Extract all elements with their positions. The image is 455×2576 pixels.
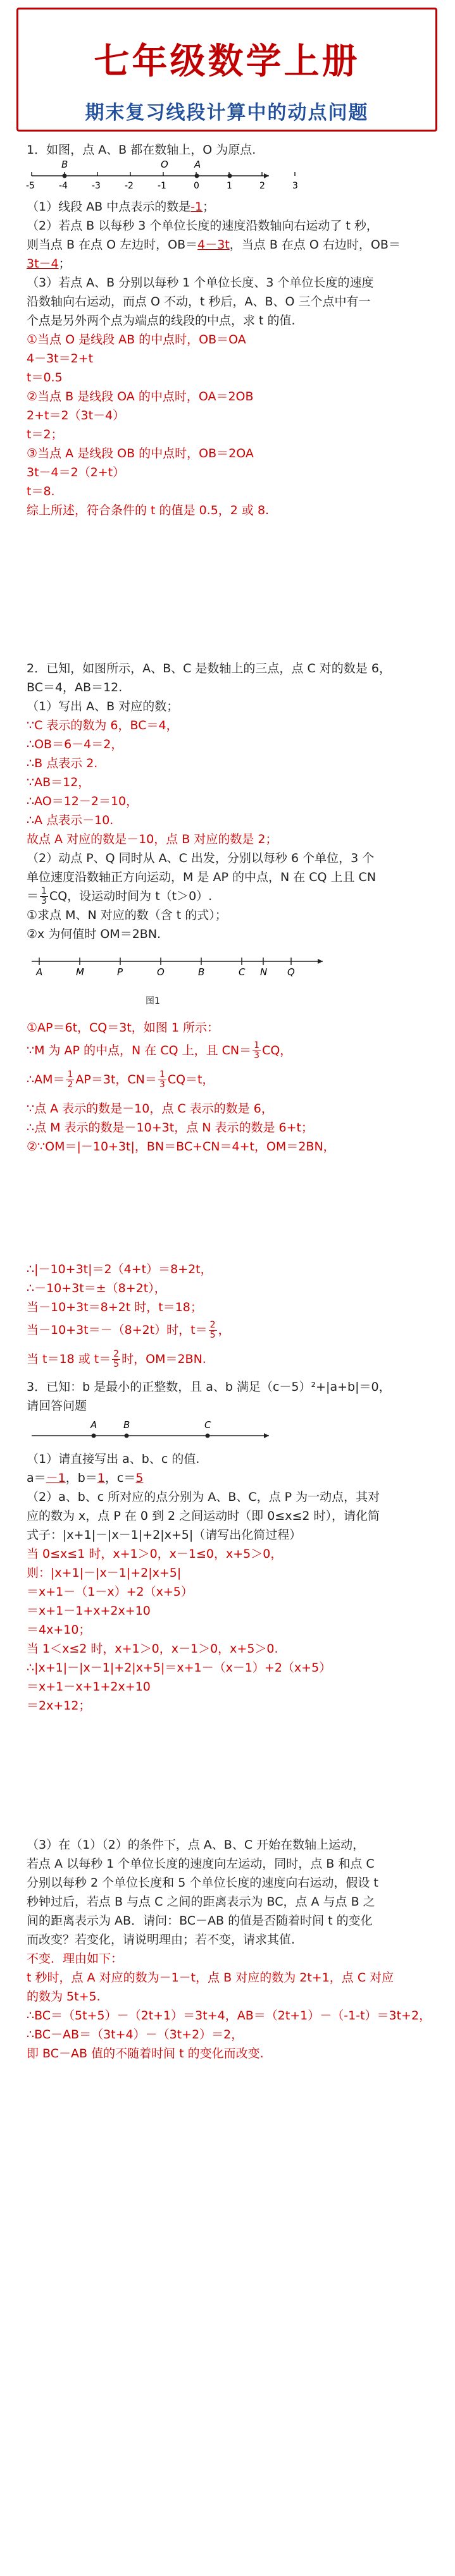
q2-part1: （1）写出 A、B 对应的数； xyxy=(27,699,179,713)
q3-solution-line: t 秒时，点 A 对应的数为－1－t，点 B 对应的数为 2t+1，点 C 对应 xyxy=(27,1971,394,1985)
q3-solution-line: 不变．理由如下： xyxy=(27,1952,123,1966)
q1-part2-line1: （2）若点 B 以每秒 3 个单位长度的速度沿数轴向右运动了 t 秒， xyxy=(27,219,378,233)
q2-solution-line: ∴AO＝12－2＝10， xyxy=(27,794,139,808)
q3-solution-line: ＝2x+12； xyxy=(27,1699,91,1713)
q1-part2-line3: 3t－4； xyxy=(27,257,71,271)
q3-solution-line: ∴|x+1|－|x－1|+2|x+5|＝x+1－（x－1）+2（x+5） xyxy=(27,1661,332,1675)
fraction-two-fifths: $\frac{2}{5}$ xyxy=(113,1349,120,1369)
q3-solution-line: ＝x+1－x+1+2x+10 xyxy=(27,1680,151,1694)
q3-solution-line: 的数为 5t+5. xyxy=(27,1990,101,2004)
axis-tick-label: 0 xyxy=(194,181,199,191)
q1-part3-line1: （3）若点 A、B 分别以每秒 1 个单位长度、3 个单位长度的速度 xyxy=(27,276,374,290)
page-subtitle: 期末复习线段计算中的动点问题 xyxy=(85,102,369,124)
q1-number-line xyxy=(25,158,298,197)
answer-a: －1 xyxy=(46,1471,66,1485)
fig-label-q: Q xyxy=(287,966,295,978)
page-title: 七年级数学上册 xyxy=(94,40,360,82)
q3-solution-line: 当 0≤x≤1 时，x+1＞0，x－1≤0，x+5＞0， xyxy=(27,1547,283,1561)
fraction-one-third: $\frac{1}{3}$ xyxy=(254,1040,260,1061)
q3-part3-line: （3）在（1）（2）的条件下，点 A、B、C 开始在数轴上运动， xyxy=(27,1838,365,1852)
q3-part3-line: 间的距离表示为 AB．请问：BC－AB 的值是否随着时间 t 的变化 xyxy=(27,1914,373,1928)
q1-part2-line2: 则当点 B 在点 O 左边时，OB＝4－3t，当点 B 在点 O 右边时，OB＝ xyxy=(27,238,401,252)
q1-solution-line: 2+t＝2（3t－4） xyxy=(27,409,125,422)
q3-part3-line: 分别以每秒 2 个单位长度和 5 个单位长度的速度向右运动，假设 t xyxy=(27,1876,378,1890)
q2-part2-line4: ①求点 M、N 对应的数（含 t 的式）； xyxy=(27,908,227,922)
axis-tick-label: -1 xyxy=(158,181,166,191)
q2-solution-line: ∴点 M 表示的数是－10+3t，点 N 表示的数是 6+t； xyxy=(27,1121,313,1135)
axis-tick-label: -4 xyxy=(59,181,68,191)
fig-label-n: N xyxy=(260,966,268,978)
q1-solution-line: 4－3t＝2+t xyxy=(27,352,94,366)
q1-solution-line: ③当点 A 是线段 OB 的中点时，OB＝2OA xyxy=(27,447,254,460)
answer-c: 5 xyxy=(135,1471,144,1485)
q1-solution-line: 3t－4＝2（2+t） xyxy=(27,465,125,479)
q1-solution-line: ②当点 B 是线段 OA 的中点时，OA＝2OB xyxy=(27,390,254,404)
q3-part3-line: 秒钟过后，若点 B 与点 C 之间的距离表示为 BC，点 A 与点 B 之 xyxy=(27,1895,375,1909)
q3-part2-line: （2）a、b、c 所对应的点分别为 A、B、C，点 P 为一动点，其对 xyxy=(27,1490,380,1504)
q2-solution-line: ∵点 A 表示的数是－10，点 C 表示的数是 6， xyxy=(27,1102,273,1116)
q3-part3-line: 若点 A 以每秒 1 个单位长度的速度向左运动，同时，点 B 和点 C xyxy=(27,1857,375,1871)
answer-b: 1 xyxy=(97,1471,105,1485)
q2-figure-1 xyxy=(25,944,354,989)
q2-solution-line: ∴AM＝ $\frac{1}{2}$ AP＝3t，CN＝ $\frac{1}{3}$ CQ＝t， xyxy=(27,1069,215,1090)
fraction-two-fifths: $\frac{2}{5}$ xyxy=(209,1320,216,1340)
q2-solution-line: ∵C 表示的数为 6，BC＝4， xyxy=(27,718,178,732)
q2-stem-line2: BC＝4，AB＝12. xyxy=(27,681,123,694)
q2-part2-line1: （2）动点 P、Q 同时从 A、C 出发，分别以每秒 6 个单位，3 个 xyxy=(27,851,375,865)
fig-label-a: A xyxy=(36,966,43,978)
q2-solution-line: 当－10+3t＝8+2t 时，t＝18； xyxy=(27,1300,203,1314)
point-o-label: O xyxy=(161,159,168,170)
q2-solution-line: 当－10+3t＝－（8+2t）时，t＝ $\frac{2}{5}$ ， xyxy=(27,1320,230,1340)
q2-part2-line2: 单位速度沿数轴正方向运动，M 是 AP 的中点，N 在 CQ 上且 CN xyxy=(27,870,377,884)
q3-stem-line1: 3．已知：b 是最小的正整数，且 a、b 满足（c－5）²+|a+b|＝0， xyxy=(27,1380,391,1394)
q3-part2-line: 式子：|x+1|－|x－1|+2|x+5|（请写出化简过程） xyxy=(27,1528,302,1542)
q3-part2-line: 应的数为 x，点 P 在 0 到 2 之间运动时（即 0≤x≤2 时），请化简 xyxy=(27,1509,380,1523)
q1-part2-answer-right: 3t－4 xyxy=(27,257,59,271)
q1-solution-summary: 综上所述，符合条件的 t 的值是 0.5，2 或 8. xyxy=(27,503,270,517)
point-b-label: B xyxy=(123,1419,130,1431)
q3-stem-line2: 请回答问题 xyxy=(27,1399,87,1413)
q2-solution-line: 当 t＝18 或 t＝ $\frac{2}{5}$ 时，OM＝2BN. xyxy=(27,1349,206,1369)
axis-tick-label: -3 xyxy=(92,181,101,191)
fig-label-c: C xyxy=(239,966,246,978)
q1-part3-line2: 沿数轴向右运动，而点 O 不动，t 秒后，A、B、O 三个点中有一 xyxy=(27,295,371,309)
title-box xyxy=(16,8,437,132)
q3-solution-line: ＝x+1－（1－x）+2（x+5） xyxy=(27,1585,193,1599)
figure-caption: 图1 xyxy=(146,996,160,1006)
fraction-one-third: $\frac{1}{3}$ xyxy=(41,886,47,906)
fig-label-m: M xyxy=(76,966,84,978)
q3-solution-line: ＝4x+10； xyxy=(27,1623,91,1637)
axis-tick-label: 1 xyxy=(227,181,232,191)
q2-solution-line: ①AP＝6t，CQ＝3t，如图 1 所示： xyxy=(27,1021,219,1035)
q3-solution-line: ∴BC－AB＝（3t+4）－（3t+2）＝2， xyxy=(27,2028,244,2042)
q2-solution-line: ∴|－10+3t|＝2（4+t）＝8+2t， xyxy=(27,1262,213,1276)
q3-solution-line: ＝x+1－1+x+2x+10 xyxy=(27,1604,151,1618)
fraction-one-half: $\frac{1}{2}$ xyxy=(67,1069,73,1090)
q3-part1-answers: a＝－1，b＝1，c＝5 xyxy=(27,1471,144,1485)
fig-label-o: O xyxy=(157,966,165,978)
q3-part3-line: 而改变？若变化，请说明理由；若不变，请求其值. xyxy=(27,1933,296,1947)
q3-number-line xyxy=(25,1415,278,1447)
q1-solution-line: ①当点 O 是线段 AB 的中点时，OB＝OA xyxy=(27,333,246,347)
q1-part2-answer-left: 4－3t xyxy=(197,238,230,252)
q1-part1-answer: -1 xyxy=(190,200,203,214)
q2-solution-line: ∴B 点表示 2. xyxy=(27,756,98,770)
q1-solution-line: t＝2； xyxy=(27,428,63,441)
axis-tick-label: -2 xyxy=(125,181,134,191)
q2-part2-line3: ＝ $\frac{1}{3}$ CQ，设运动时间为 t（t＞0）. xyxy=(27,886,213,906)
fraction-one-third: $\frac{1}{3}$ xyxy=(159,1069,165,1090)
q2-solution-line: ∵M 为 AP 的中点，N 在 CQ 上，且 CN＝ $\frac{1}{3}$ CQ， xyxy=(27,1040,292,1061)
q1-solution-line: t＝0.5 xyxy=(27,371,63,385)
fig-label-b: B xyxy=(198,966,205,978)
q3-part1: （1）请直接写出 a、b、c 的值. xyxy=(27,1452,200,1466)
q1-part3-line3: 个点是另外两个点为端点的线段的中点，求 t 的值. xyxy=(27,314,296,328)
q2-part2-line5: ②x 为何值时 OM＝2BN. xyxy=(27,927,161,941)
q3-solution-line: 则：|x+1|－|x－1|+2|x+5| xyxy=(27,1566,182,1580)
q2-solution-line: ②∵OM＝|－10+3t|，BN＝BC+CN＝4+t，OM＝2BN， xyxy=(27,1140,335,1154)
q3-solution-line: ∴BC＝（5t+5）－（2t+1）＝3t+4，AB＝（2t+1）－（-1-t）＝3t+2， xyxy=(27,2009,432,2023)
q2-stem-line1: 2．已知，如图所示，A、B、C 是数轴上的三点，点 C 对的数是 6， xyxy=(27,662,391,675)
q1-part1: （1）线段 AB 中点表示的数是-1； xyxy=(27,200,215,214)
q2-solution-line: ∴OB＝6－4＝2， xyxy=(27,737,123,751)
q3-solution-line: 当 1＜x≤2 时，x+1＞0，x－1＞0，x+5＞0. xyxy=(27,1642,278,1656)
point-b-label: B xyxy=(61,159,68,170)
axis-tick-label: 3 xyxy=(292,181,298,191)
axis-tick-label: 2 xyxy=(259,181,265,191)
q2-solution-line: 故点 A 对应的数是－10，点 B 对应的数是 2； xyxy=(27,832,278,846)
point-c-label: C xyxy=(204,1419,211,1431)
q3-solution-line: 即 BC－AB 值的不随着时间 t 的变化而改变. xyxy=(27,2047,264,2061)
q1-solution-line: t＝8. xyxy=(27,484,55,498)
q1-stem: 1．如图，点 A、B 都在数轴上，O 为原点. xyxy=(27,143,256,157)
point-a-label: A xyxy=(90,1419,97,1431)
axis-tick-label: -5 xyxy=(26,181,35,191)
point-a-label: A xyxy=(194,159,201,170)
q2-solution-line: ∴A 点表示－10. xyxy=(27,813,114,827)
q2-solution-line: ∵AB＝12， xyxy=(27,775,90,789)
q2-solution-line: ∴－10+3t＝±（8+2t）， xyxy=(27,1281,166,1295)
fig-label-p: P xyxy=(117,966,123,978)
